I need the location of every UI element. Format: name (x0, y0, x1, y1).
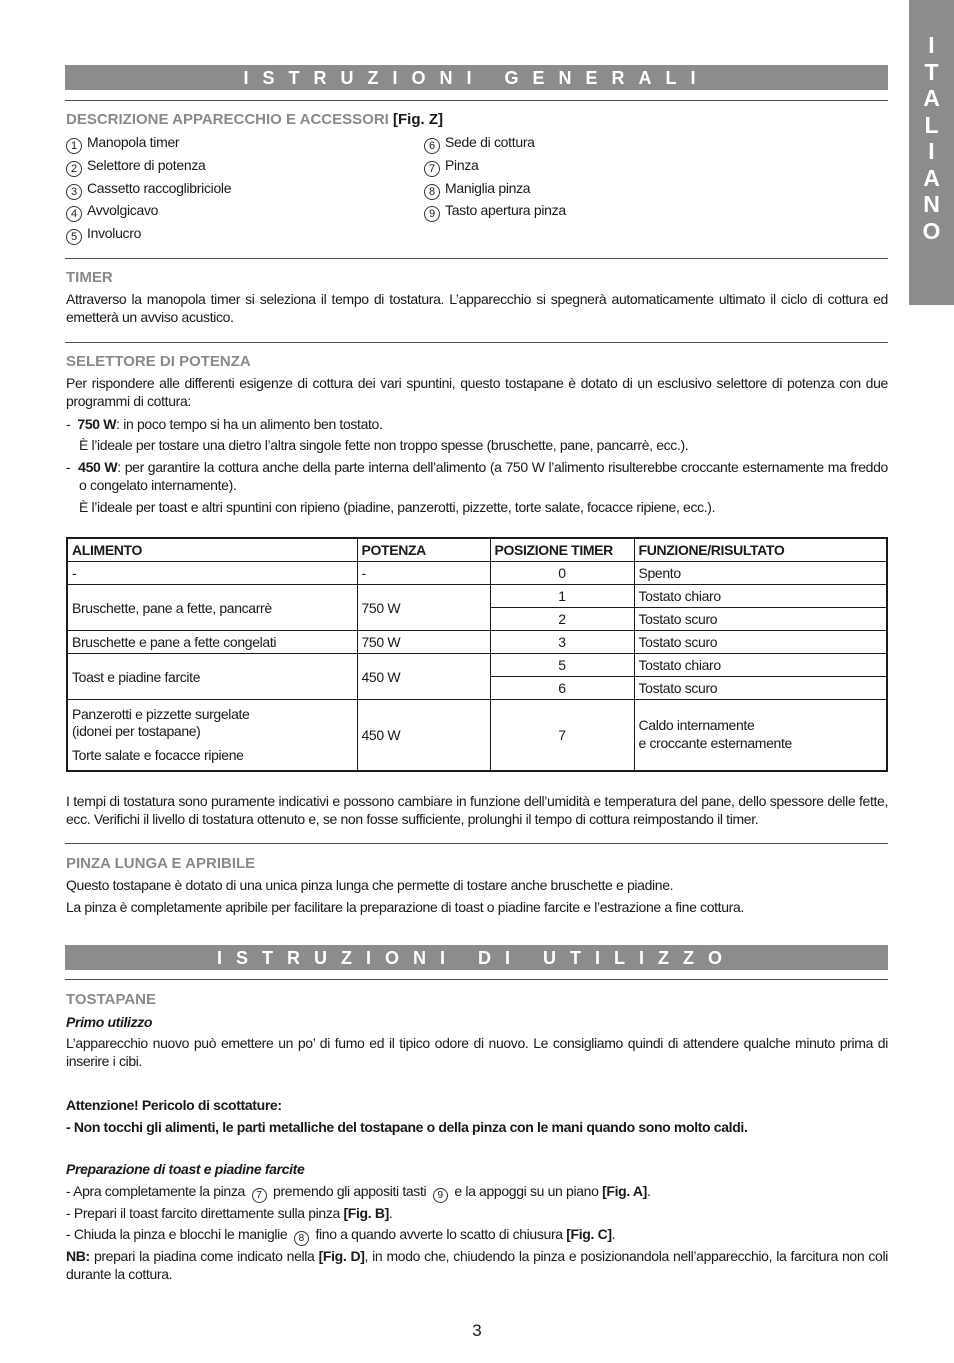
step-text: - Prepari il toast farcito direttamente sulla pinza (66, 1205, 340, 1221)
divider (65, 258, 888, 259)
table-row (67, 631, 887, 654)
part-item (66, 180, 231, 200)
tongs-line-2: La pinza è completamente apribile per facilitare la preparazione di toast o piadine farcite e l’estrazione a fine cottura. (66, 899, 744, 915)
cell-position: 3 (490, 631, 634, 654)
figure-ref: [Fig. C] (566, 1226, 612, 1242)
language-tab (909, 0, 954, 305)
step-1: - Apra completamente la pinza 7 premendo gli appositi tasti 9 e la appoggi su un piano [Fig. A]. (66, 1183, 651, 1201)
cooking-table (66, 537, 888, 772)
cell-result: Tostato scuro (634, 631, 887, 654)
tab-letter: A (923, 164, 940, 191)
part-item (66, 157, 206, 177)
step-text: - Apra completamente la pinza (66, 1183, 245, 1199)
warning-text: - Non tocchi gli alimenti, le parti metalliche del tostapane o della pinza con le mani quando sono molto caldi. (66, 1119, 748, 1135)
cell-result: Tostato chiaro (634, 654, 887, 677)
power-value: 450 W (78, 459, 118, 475)
number-circle: 7 (252, 1188, 267, 1203)
table-row (67, 700, 887, 771)
part-label: Pinza (445, 157, 479, 173)
number-circle: 8 (424, 184, 440, 200)
figure-ref: [Fig. B] (343, 1205, 389, 1221)
cell-position: 6 (490, 677, 634, 700)
number-circle: 1 (66, 138, 82, 154)
cell-power: - (357, 562, 490, 585)
heading-timer: TIMER (66, 269, 113, 286)
number-circle: 9 (433, 1188, 448, 1203)
cell-result: Tostato chiaro (634, 585, 887, 608)
heading-description (66, 111, 443, 128)
power-intro: Per rispondere alle differenti esigenze di cottura dei vari spuntini, questo tostapane è dotato di un esclusivo selettore di potenza con due programmi di cottura: (66, 375, 888, 409)
heading-power-selector: SELETTORE DI POTENZA (66, 353, 251, 370)
cell-position: 0 (490, 562, 634, 585)
warning-title: Attenzione! Pericolo di scottature: (66, 1097, 282, 1113)
table-header-row (67, 538, 887, 562)
cell-power: 750 W (357, 631, 490, 654)
table-row (67, 654, 887, 677)
first-use-text: L’apparecchio nuovo può emettere un po’ di fumo ed il tipico odore di nuovo. Le consigliamo quindi di attendere qualche minuto prima di inserire i cibi. (66, 1035, 888, 1069)
step-text: - Chiuda la pinza e blocchi le maniglie (66, 1226, 288, 1242)
cell-result (634, 700, 887, 771)
cell-food: - (67, 562, 357, 585)
col-header: POSIZIONE TIMER (490, 538, 634, 562)
food-line: (idonei per tostapane) (72, 723, 201, 739)
tab-letter: A (923, 85, 940, 111)
cell-food (67, 700, 357, 771)
tongs-line-1: Questo tostapane è dotato di una unica pinza lunga che permette di tostare anche bruschette e piadine. (66, 877, 674, 893)
cell-power: 450 W (357, 654, 490, 700)
nb-text: prepari la piadina come indicato nella (93, 1248, 315, 1264)
step-text: premendo gli appositi tasti (273, 1183, 427, 1199)
nb-text: , in modo che, chiudendo la pinza e posizionandola nell’apparecchio, la farcitura non coli durante la cottura. (66, 1248, 888, 1282)
divider (65, 342, 888, 343)
cell-food: Bruschette, pane a fette, pancarrè (67, 585, 357, 631)
power-750-detail: È l’ideale per tostare una dietro l’altra singole fette non troppo spesse (bruschette, pane, pancarrè, ecc.). (79, 437, 689, 453)
part-item (424, 134, 535, 154)
cell-position: 7 (490, 700, 634, 771)
power-450-detail: È l’ideale per toast e altri spuntini con ripieno (piadine, panzerotti, pizzette, torte salate, focacce ripiene, ecc.). (79, 499, 716, 515)
tab-letter: N (923, 191, 940, 217)
cell-position: 2 (490, 608, 634, 631)
part-item (66, 225, 141, 245)
cell-result: Tostato scuro (634, 677, 887, 700)
cell-power: 450 W (357, 700, 490, 771)
step-2: - Prepari il toast farcito direttamente sulla pinza [Fig. B]. (66, 1205, 393, 1221)
nb-label: NB: (66, 1248, 90, 1264)
heading-toaster: TOSTAPANE (66, 991, 157, 1008)
table-row (67, 585, 887, 608)
step-text: fino a quando avverte lo scatto di chiusura (315, 1226, 563, 1242)
subheading-preparation: Preparazione di toast e piadine farcite (66, 1161, 305, 1177)
section-banner-usage: ISTRUZIONI DI UTILIZZO (65, 945, 888, 970)
part-label: Tasto apertura pinza (445, 202, 566, 218)
result-line: e croccante esternamente (638, 734, 792, 751)
tab-letter: T (924, 58, 939, 85)
part-label: Cassetto raccoglibriciole (87, 180, 232, 196)
part-item (424, 202, 566, 222)
tab-letter: L (924, 111, 939, 138)
divider (65, 979, 888, 980)
tab-letter: O (922, 217, 941, 244)
number-circle: 3 (66, 184, 82, 200)
section-banner-general: ISTRUZIONI GENERALI (65, 65, 888, 90)
part-label: Avvolgicavo (87, 202, 159, 218)
page-number: 3 (472, 1321, 482, 1340)
divider (65, 843, 888, 844)
step-3: - Chiuda la pinza e blocchi le maniglie 8 fino a quando avverte lo scatto di chiusura [Fig. C]. (66, 1226, 616, 1244)
cell-food: Bruschette e pane a fette congelati (67, 631, 357, 654)
number-circle: 4 (66, 206, 82, 222)
part-label: Maniglia pinza (445, 180, 531, 196)
heading-tongs: PINZA LUNGA E APRIBILE (66, 855, 256, 872)
food-line: Panzerotti e pizzette surgelate (72, 705, 250, 722)
figure-ref: [Fig. Z] (393, 111, 443, 128)
cell-position: 5 (490, 654, 634, 677)
result-line: Caldo internamente (638, 717, 755, 734)
cell-power: 750 W (357, 585, 490, 631)
number-circle: 8 (294, 1231, 309, 1246)
power-bullet-750: - 750 W: in poco tempo si ha un alimento ben tostato. (66, 416, 383, 432)
power-desc: : in poco tempo si ha un alimento ben tostato. (116, 416, 383, 432)
subheading-first-use: Primo utilizzo (66, 1014, 153, 1030)
cell-food: Toast e piadine farcite (67, 654, 357, 700)
timer-text: Attraverso la manopola timer si seleziona il tempo di tostatura. L’apparecchio si spegnerà automaticamente ultimato il ciclo di cottura ed emetterà un avviso acustico. (66, 291, 888, 325)
food-line: Torte salate e focacce ripiene (72, 746, 244, 763)
part-label: Involucro (87, 225, 142, 241)
divider (65, 100, 888, 101)
power-bullet-450: - 450 W: per garantire la cottura anche della parte interna dell’alimento (a 750 W l’alimento risulterebbe croccante esternamente ma freddo o congelato internamente). (66, 459, 888, 493)
part-item (424, 157, 479, 177)
part-label: Manopola timer (87, 134, 180, 150)
part-item (424, 180, 530, 200)
power-desc: : per garantire la cottura anche della parte interna dell’alimento (a 750 W l’alimento risulterebbe croccante esternamente ma freddo o congelato internamente). (79, 459, 888, 493)
power-value: 750 W (77, 416, 117, 432)
col-header: ALIMENTO (67, 538, 357, 562)
cell-result: Spento (634, 562, 887, 585)
figure-ref: [Fig. D] (318, 1248, 365, 1264)
step-text: e la appoggi su un piano (454, 1183, 599, 1199)
number-circle: 2 (66, 161, 82, 177)
part-item (66, 202, 158, 222)
part-item (66, 134, 179, 154)
heading-text: DESCRIZIONE APPARECCHIO E ACCESSORI (66, 111, 389, 128)
col-header: FUNZIONE/RISULTATO (634, 538, 887, 562)
part-label: Sede di cottura (445, 134, 535, 150)
figure-ref: [Fig. A] (602, 1183, 647, 1199)
table-row (67, 562, 887, 585)
number-circle: 9 (424, 206, 440, 222)
nb-note (66, 1248, 888, 1283)
cell-position: 1 (490, 585, 634, 608)
number-circle: 7 (424, 161, 440, 177)
tab-letter: I (928, 32, 935, 58)
toasting-note: I tempi di tostatura sono puramente indicativi e possono cambiare in funzione dell’umidità e temperatura del pane, dello spessore delle fette, ecc. Verifichi il livello di tostatura ottenuto e, se non fosse sufficiente, prolunghi il tempo di cottura reimpostando il timer. (66, 793, 888, 827)
number-circle: 6 (424, 138, 440, 154)
tab-letter: I (928, 138, 935, 164)
part-label: Selettore di potenza (87, 157, 206, 173)
col-header: POTENZA (357, 538, 490, 562)
number-circle: 5 (66, 229, 82, 245)
cell-result: Tostato scuro (634, 608, 887, 631)
